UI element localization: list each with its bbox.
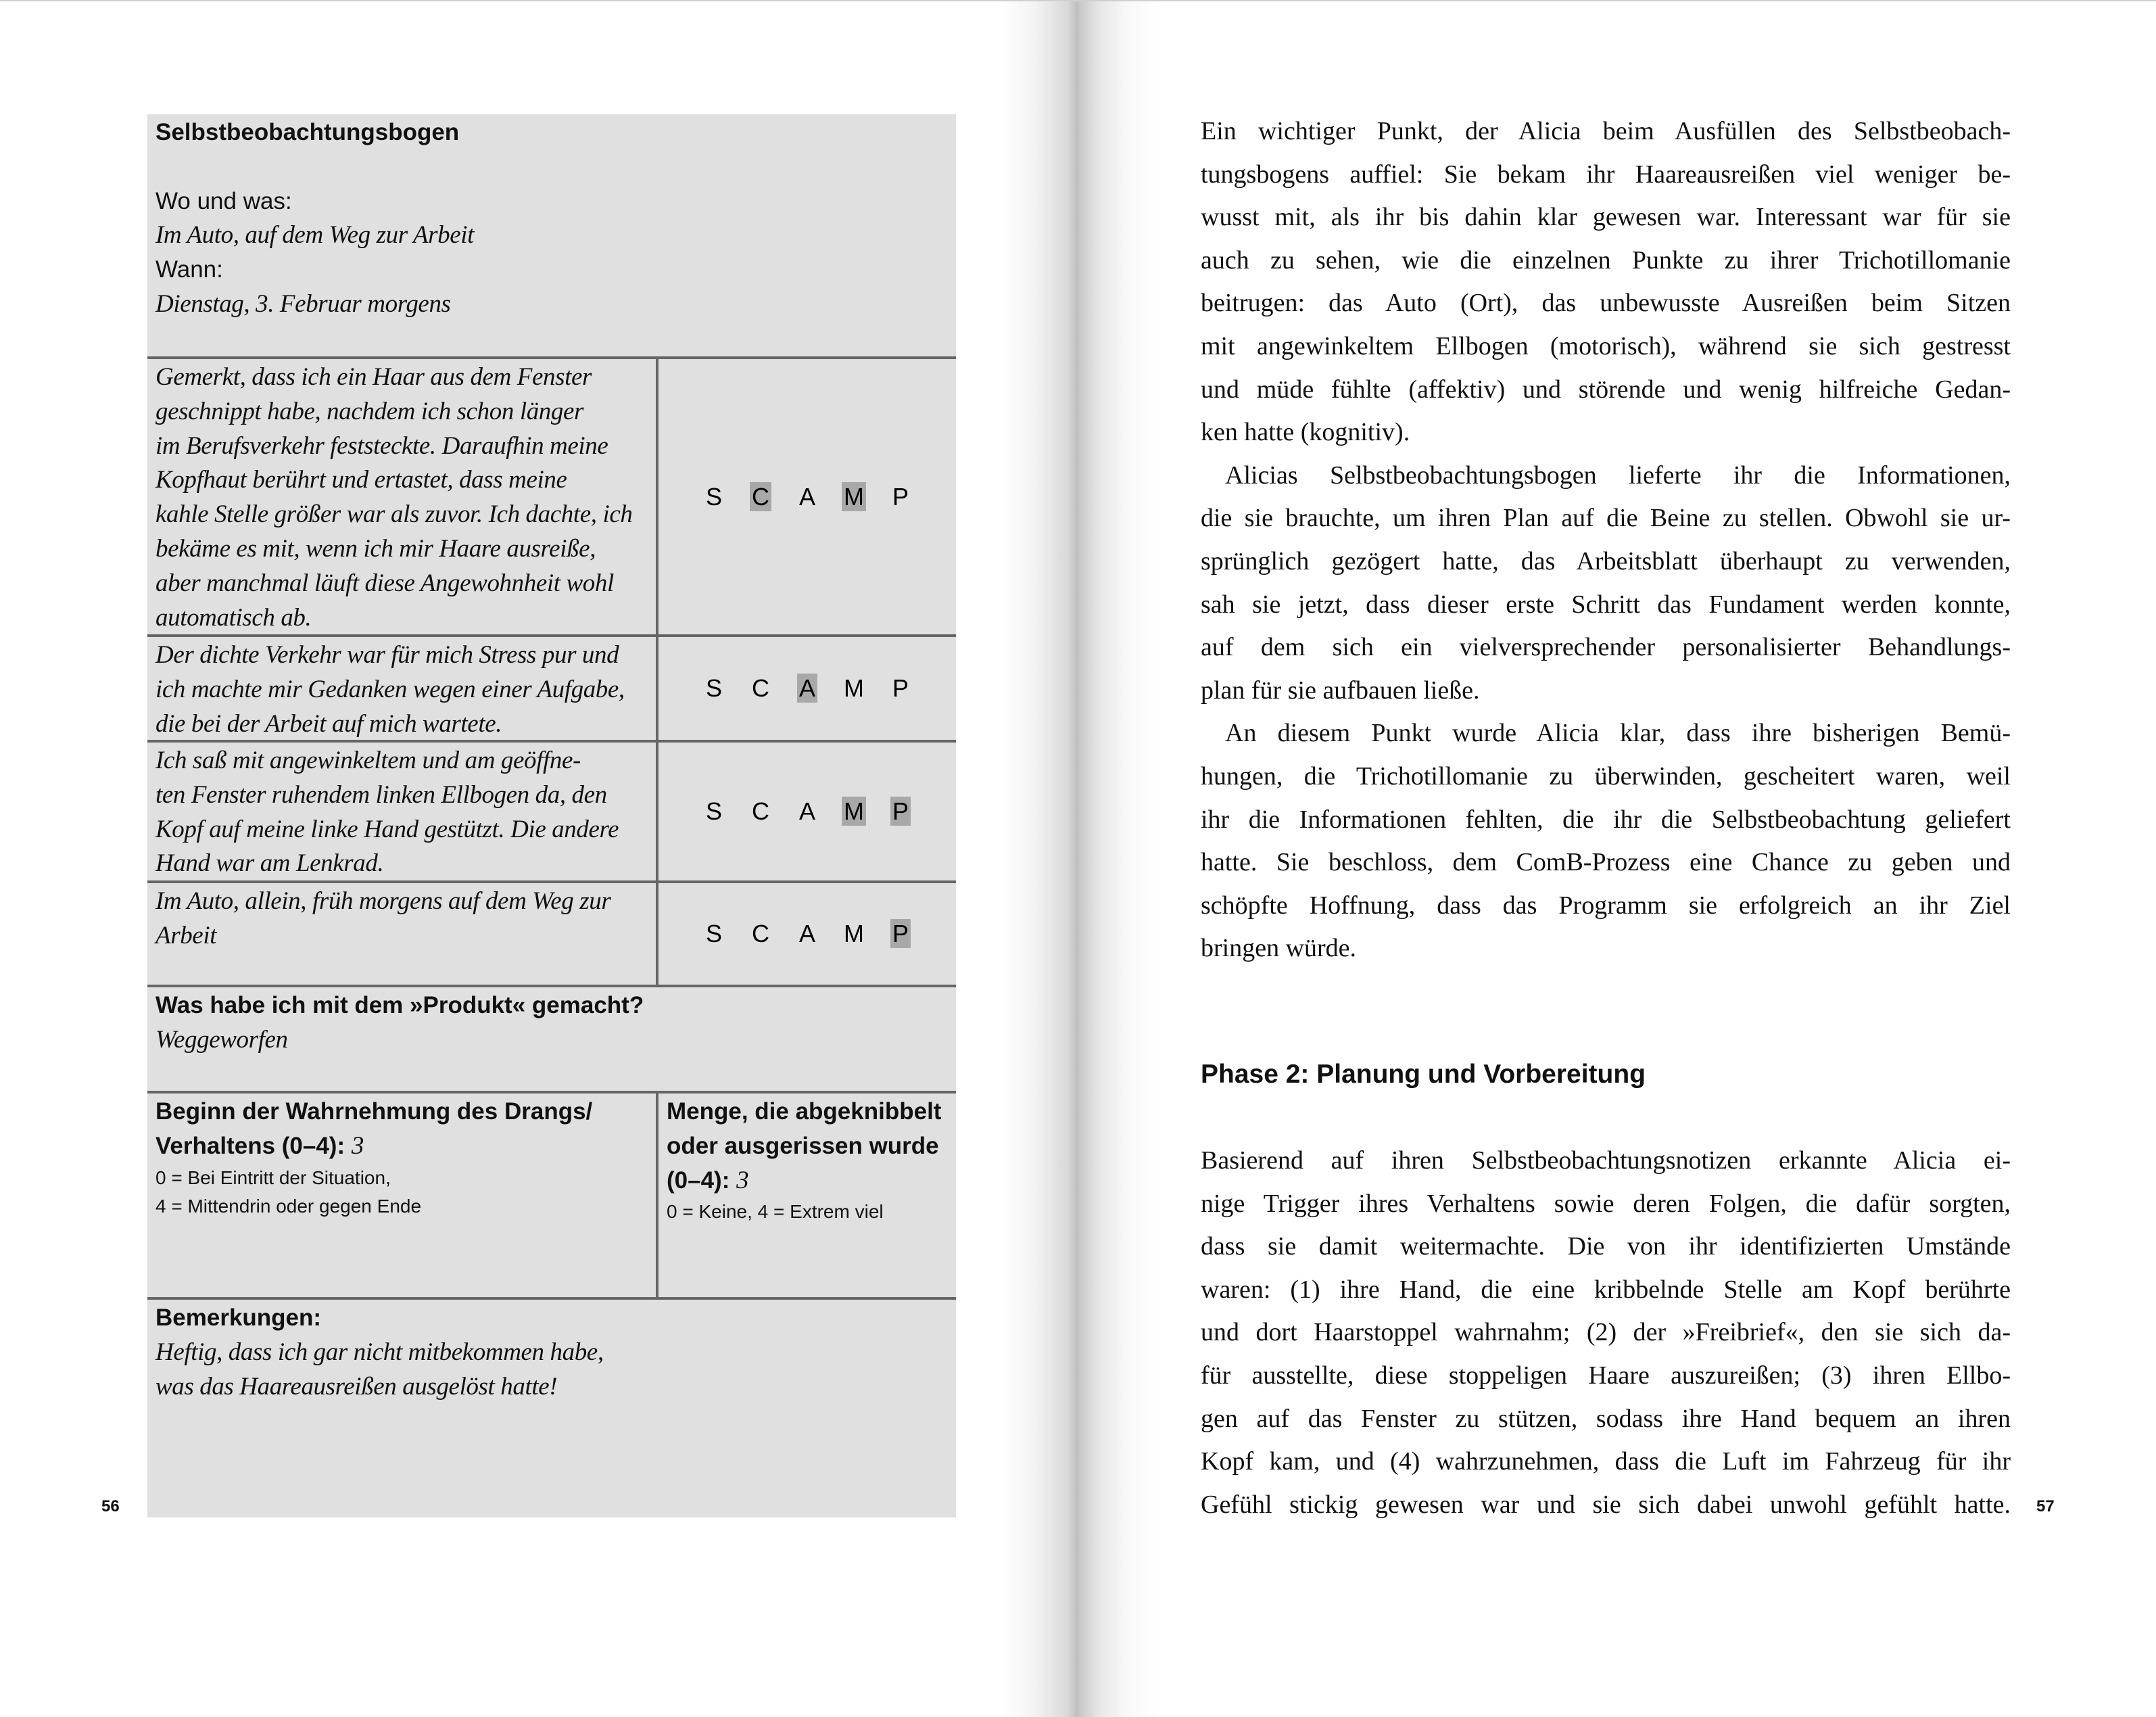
text-line: ihr die Informationen fehlten, die ihr die Selbstbeobachtung geliefert — [1201, 805, 2011, 834]
scamp-letter-s: S — [705, 482, 722, 511]
text-line: sah sie jetzt, dass dieser erste Schritt das Fundament werden konnte, — [1201, 590, 2011, 619]
text-line: Basierend auf ihren Selbstbeobachtungsnotizen erkannte Alicia ei- — [1201, 1146, 2011, 1175]
text-line: gen auf das Fenster zu stützen, sodass ihre Hand bequem an ihren — [1201, 1404, 2011, 1433]
where-label: Wo und was: — [155, 187, 292, 214]
text-line: Kopf kam, und (4) wahrzunehmen, dass die Luft im Fahrzeug für ihr — [1201, 1447, 2011, 1476]
where-value: Im Auto, auf dem Weg zur Arbeit — [155, 221, 474, 250]
text-line: auf dem sich ein vielversprechender personalisierter Behandlungs- — [1201, 633, 2011, 662]
scamp-letter-a: A — [798, 797, 815, 825]
when-label: Wann: — [155, 256, 223, 283]
text-line: und dort Haarstoppel wahrnahm; (2) der »Freibrief«, den sie sich da- — [1201, 1318, 2011, 1347]
text-line: Alicias Selbstbeobachtungsbogen lieferte ihr die Informationen, — [1225, 461, 2011, 490]
onset-label: Beginn der Wahrnehmung des Drangs/ — [155, 1098, 593, 1125]
scamp-letter-m: M — [844, 920, 864, 947]
remarks-line: was das Haareausreißen ausgelöst hatte! — [155, 1372, 558, 1401]
observation-entry-row — [147, 634, 956, 740]
page-number-right: 57 — [2036, 1497, 2055, 1515]
text-line: Gefühl stickig gewesen war und sie sich dabei unwohl gefühlt hatte. — [1201, 1490, 2011, 1519]
amount-value: 3 — [736, 1166, 749, 1194]
text-line: waren: (1) ihre Hand, die eine kribbelnde Stelle am Kopf berührte — [1201, 1275, 2011, 1304]
page-edge — [0, 0, 2156, 1]
observation-entry-row — [147, 356, 956, 634]
text-line: mit angewinkeltem Ellbogen (motorisch), während sie sich gestresst — [1201, 331, 2011, 360]
scamp-letter-c: C — [752, 920, 769, 947]
text-line: ken hatte (kognitiv). — [1201, 418, 1410, 447]
page-number-left: 56 — [101, 1497, 120, 1515]
observation-entry-row — [147, 740, 956, 880]
scamp-letter-c: C — [752, 797, 769, 825]
entry-line: kahle Stelle größer war als zuvor. Ich dachte, ich — [155, 500, 633, 529]
entry-line: ich machte mir Gedanken wegen einer Aufgabe, — [155, 675, 625, 703]
text-line: sprünglich gezögert hatte, das Arbeitsblatt überhaupt zu verwenden, — [1201, 546, 2011, 575]
amount-cell — [656, 1093, 956, 1297]
entry-line: ten Fenster ruhendem linken Ellbogen da, den — [155, 780, 607, 809]
scamp-letter-p: P — [892, 674, 909, 702]
text-line: dass sie damit weitermachte. Die von ihr identifizierten Umstände — [1201, 1232, 2011, 1261]
product-label: Was habe ich mit dem »Produkt« gemacht? — [155, 992, 644, 1018]
text-line: nige Trigger ihres Verhaltens sowie deren Folgen, die dafür sorgten, — [1201, 1189, 2011, 1218]
text-line: auch zu sehen, wie die einzelnen Punkte zu ihrer Trichotillomanie — [1201, 245, 2011, 275]
amount-label-range: (0–4): — [667, 1167, 737, 1194]
text-line: hatte. Sie beschloss, dem ComB-Prozess eine Chance zu geben und — [1201, 848, 2011, 877]
scamp-letter-a: A — [798, 920, 815, 947]
scamp-letter-m: M — [842, 797, 866, 826]
rating-row — [147, 1091, 956, 1297]
scamp-cell — [656, 883, 956, 985]
entry-text-cell — [147, 743, 656, 880]
entry-line: bekäme es mit, wenn ich mir Haare ausreiße, — [155, 534, 596, 563]
form-title: Selbstbeobachtungsbogen — [155, 119, 460, 145]
entry-line: Gemerkt, dass ich ein Haar aus dem Fenster — [155, 363, 592, 391]
entry-text-cell — [147, 883, 656, 985]
entry-line: die bei der Arbeit auf mich wartete. — [155, 709, 502, 738]
entry-line: automatisch ab. — [155, 603, 312, 632]
text-line: beitrugen: das Auto (Ort), das unbewusste Ausreißen beim Sitzen — [1201, 289, 2011, 318]
text-line: tungsbogens auffiel: Sie bekam ihr Haareausreißen viel weniger be- — [1201, 160, 2011, 189]
entry-line: im Berufsverkehr feststeckte. Daraufhin meine — [155, 431, 608, 460]
entry-line: Der dichte Verkehr war für mich Stress pur und — [155, 641, 619, 669]
entry-text-cell — [147, 359, 656, 634]
entry-line: Im Auto, allein, früh morgens auf dem Weg zur — [155, 887, 611, 915]
entry-text-cell — [147, 637, 656, 740]
form-header-row — [147, 114, 956, 356]
entry-line: Arbeit — [155, 921, 217, 949]
scamp-letter-p: P — [892, 482, 909, 511]
onset-scale: 0 = Bei Eintritt der Situation, — [155, 1167, 391, 1188]
entry-line: Kopf auf meine linke Hand gestützt. Die andere — [155, 815, 619, 843]
body-text-top — [1201, 110, 2011, 970]
paragraph — [1201, 712, 2011, 970]
text-line: für ausstellte, diese stoppeligen Haare auszureißen; (3) ihren Ellbo- — [1201, 1361, 2011, 1390]
scamp-letter-a: A — [798, 482, 815, 511]
scamp-letter-m: M — [844, 674, 864, 702]
section-heading: Phase 2: Planung und Vorbereitung — [1201, 1060, 1646, 1089]
remarks-label: Bemerkungen: — [155, 1304, 322, 1331]
scamp-letter-s: S — [705, 797, 722, 825]
observation-entry-row — [147, 880, 956, 985]
scamp-letter-p: P — [890, 919, 911, 948]
self-observation-form — [147, 114, 956, 1518]
scamp-cell — [656, 743, 956, 880]
onset-label-cont: Verhaltens (0–4): — [155, 1132, 352, 1159]
text-line: wusst mit, als ihr bis dahin klar gewesen war. Interessant war für sie — [1201, 203, 2011, 232]
entry-line: Ich saß mit angewinkeltem und am geöffne- — [155, 747, 581, 774]
entry-line: Kopfhaut berührt und ertastet, dass meine — [155, 466, 567, 494]
amount-scale: 0 = Keine, 4 = Extrem viel — [667, 1201, 884, 1223]
remarks-line: Heftig, dass ich gar nicht mitbekommen habe, — [155, 1338, 604, 1366]
text-line: plan für sie aufbauen ließe. — [1201, 676, 1480, 705]
when-value: Dienstag, 3. Februar morgens — [155, 289, 451, 318]
text-line: An diesem Punkt wurde Alicia klar, dass ihre bisherigen Bemü- — [1225, 719, 2011, 748]
text-line: die sie brauchte, um ihren Plan auf die Beine zu stellen. Obwohl sie ur- — [1201, 504, 2011, 533]
scamp-letter-m: M — [842, 482, 866, 511]
product-value: Weggeworfen — [155, 1025, 288, 1054]
onset-cell — [147, 1093, 656, 1297]
amount-label: Menge, die abgeknibbelt — [667, 1098, 942, 1125]
scamp-letter-s: S — [705, 920, 722, 947]
onset-scale-end: 4 = Mittendrin oder gegen Ende — [155, 1195, 422, 1217]
scamp-letter-c: C — [752, 674, 769, 702]
amount-label-cont: oder ausgerissen wurde — [667, 1132, 939, 1159]
scamp-cell — [656, 359, 956, 634]
text-line: und müde fühlte (affektiv) und störende und wenig hilfreiche Gedan- — [1201, 375, 2011, 404]
paragraph — [1201, 1139, 2011, 1526]
text-line: Ein wichtiger Punkt, der Alicia beim Ausfüllen des Selbstbeobach- — [1201, 117, 2011, 145]
product-row — [147, 985, 956, 1091]
paragraph — [1201, 110, 2011, 454]
scamp-letter-s: S — [705, 674, 722, 702]
entry-line: geschnippt habe, nachdem ich schon länger — [155, 397, 584, 425]
body-text-bottom — [1201, 1139, 2011, 1526]
text-line: hungen, die Trichotillomanie zu überwinden, gescheitert waren, weil — [1201, 761, 2011, 791]
entry-line: Hand war am Lenkrad. — [155, 849, 384, 878]
paragraph — [1201, 454, 2011, 713]
remarks-row — [147, 1297, 956, 1518]
scamp-letter-p: P — [890, 797, 911, 826]
scamp-letter-c: C — [750, 482, 771, 511]
entry-line: aber manchmal läuft diese Angewohnheit wohl — [155, 569, 614, 597]
scamp-cell — [656, 637, 956, 740]
onset-value: 3 — [351, 1131, 364, 1160]
text-line: bringen würde. — [1201, 934, 1357, 963]
scamp-letter-a: A — [797, 674, 817, 703]
text-line: schöpfte Hoffnung, dass das Programm sie erfolgreich an ihr Ziel — [1201, 891, 2011, 920]
